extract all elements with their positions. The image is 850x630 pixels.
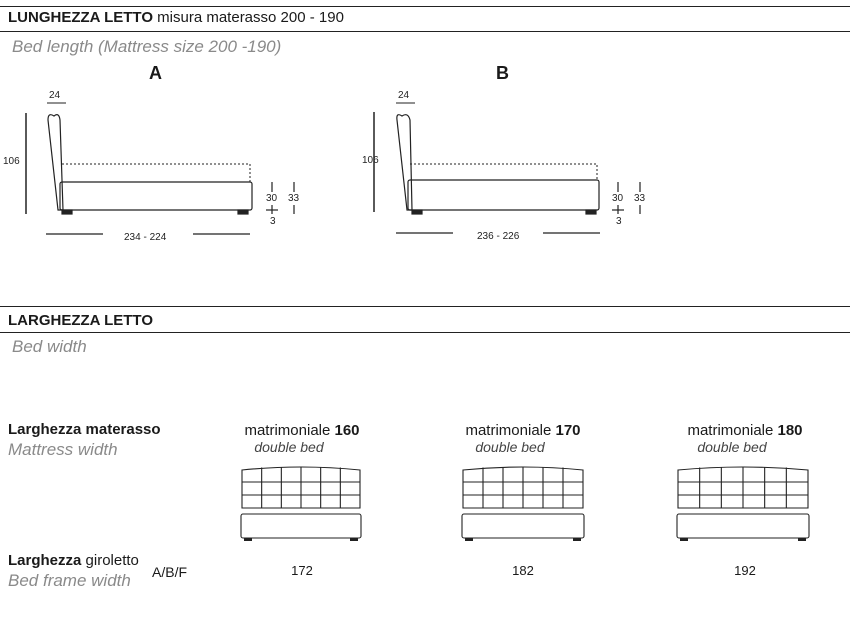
- size-180-value: 180: [777, 422, 803, 439]
- width-section-subtitle: Bed width: [12, 337, 87, 356]
- frame-width-label-rest: giroletto: [81, 552, 139, 569]
- frame-models: A/B/F: [152, 564, 188, 580]
- size-160-sub: double bed: [254, 439, 324, 455]
- view-b-height: 106: [362, 155, 379, 166]
- view-a-headboard-thickness: 24: [49, 90, 61, 101]
- front-view-170: [462, 467, 584, 541]
- view-b-headboard-thickness: 24: [398, 90, 410, 101]
- bed-foot: [680, 538, 688, 541]
- bed-foot: [350, 538, 358, 541]
- frame-width-172: 172: [291, 563, 313, 578]
- view-a-dim-33: 33: [288, 193, 300, 204]
- bed-base: [462, 514, 584, 538]
- size-160-value: 160: [334, 422, 360, 439]
- frame-width-label-bold: Larghezza: [8, 552, 82, 569]
- size-180-name: matrimoniale: [687, 422, 778, 439]
- bed-foot: [573, 538, 581, 541]
- bed-base: [677, 514, 809, 538]
- bed-foot: [244, 538, 252, 541]
- front-view-160: [241, 467, 361, 541]
- view-b-dim-33: 33: [634, 193, 646, 204]
- mattress-width-sublabel: Mattress width: [8, 440, 118, 459]
- length-title-bold: LUNGHEZZA LETTO: [8, 9, 153, 26]
- length-title-rest: misura materasso 200 - 190: [153, 9, 344, 26]
- view-a-length: 234 - 224: [124, 232, 167, 243]
- size-170-value: 170: [555, 422, 581, 439]
- frame-width-192: 192: [734, 563, 756, 578]
- bed-foot: [798, 538, 806, 541]
- width-title-text: LARGHEZZA LETTO: [8, 312, 153, 329]
- view-a-height: 106: [3, 156, 20, 167]
- view-b-length: 236 - 226: [477, 231, 520, 242]
- mattress-width-label-bold: Larghezza materasso: [8, 421, 161, 438]
- bed-foot: [465, 538, 473, 541]
- size-170-sub: double bed: [475, 439, 545, 455]
- view-a-letter: A: [149, 63, 162, 83]
- view-b-dim-30: 30: [612, 193, 624, 204]
- size-180-sub: double bed: [697, 439, 767, 455]
- frame-width-sublabel: Bed frame width: [8, 571, 131, 590]
- view-b-letter: B: [496, 63, 509, 83]
- frame-width-182: 182: [512, 563, 534, 578]
- view-a-dim-30: 30: [266, 193, 278, 204]
- length-section-subtitle: Bed length (Mattress size 200 -190): [12, 37, 282, 56]
- bed-base: [241, 514, 361, 538]
- size-170-name: matrimoniale: [465, 422, 556, 439]
- view-b-dim-3: 3: [616, 216, 622, 227]
- view-a-dim-3: 3: [270, 216, 276, 227]
- front-view-180: [677, 467, 809, 541]
- size-160-name: matrimoniale: [244, 422, 335, 439]
